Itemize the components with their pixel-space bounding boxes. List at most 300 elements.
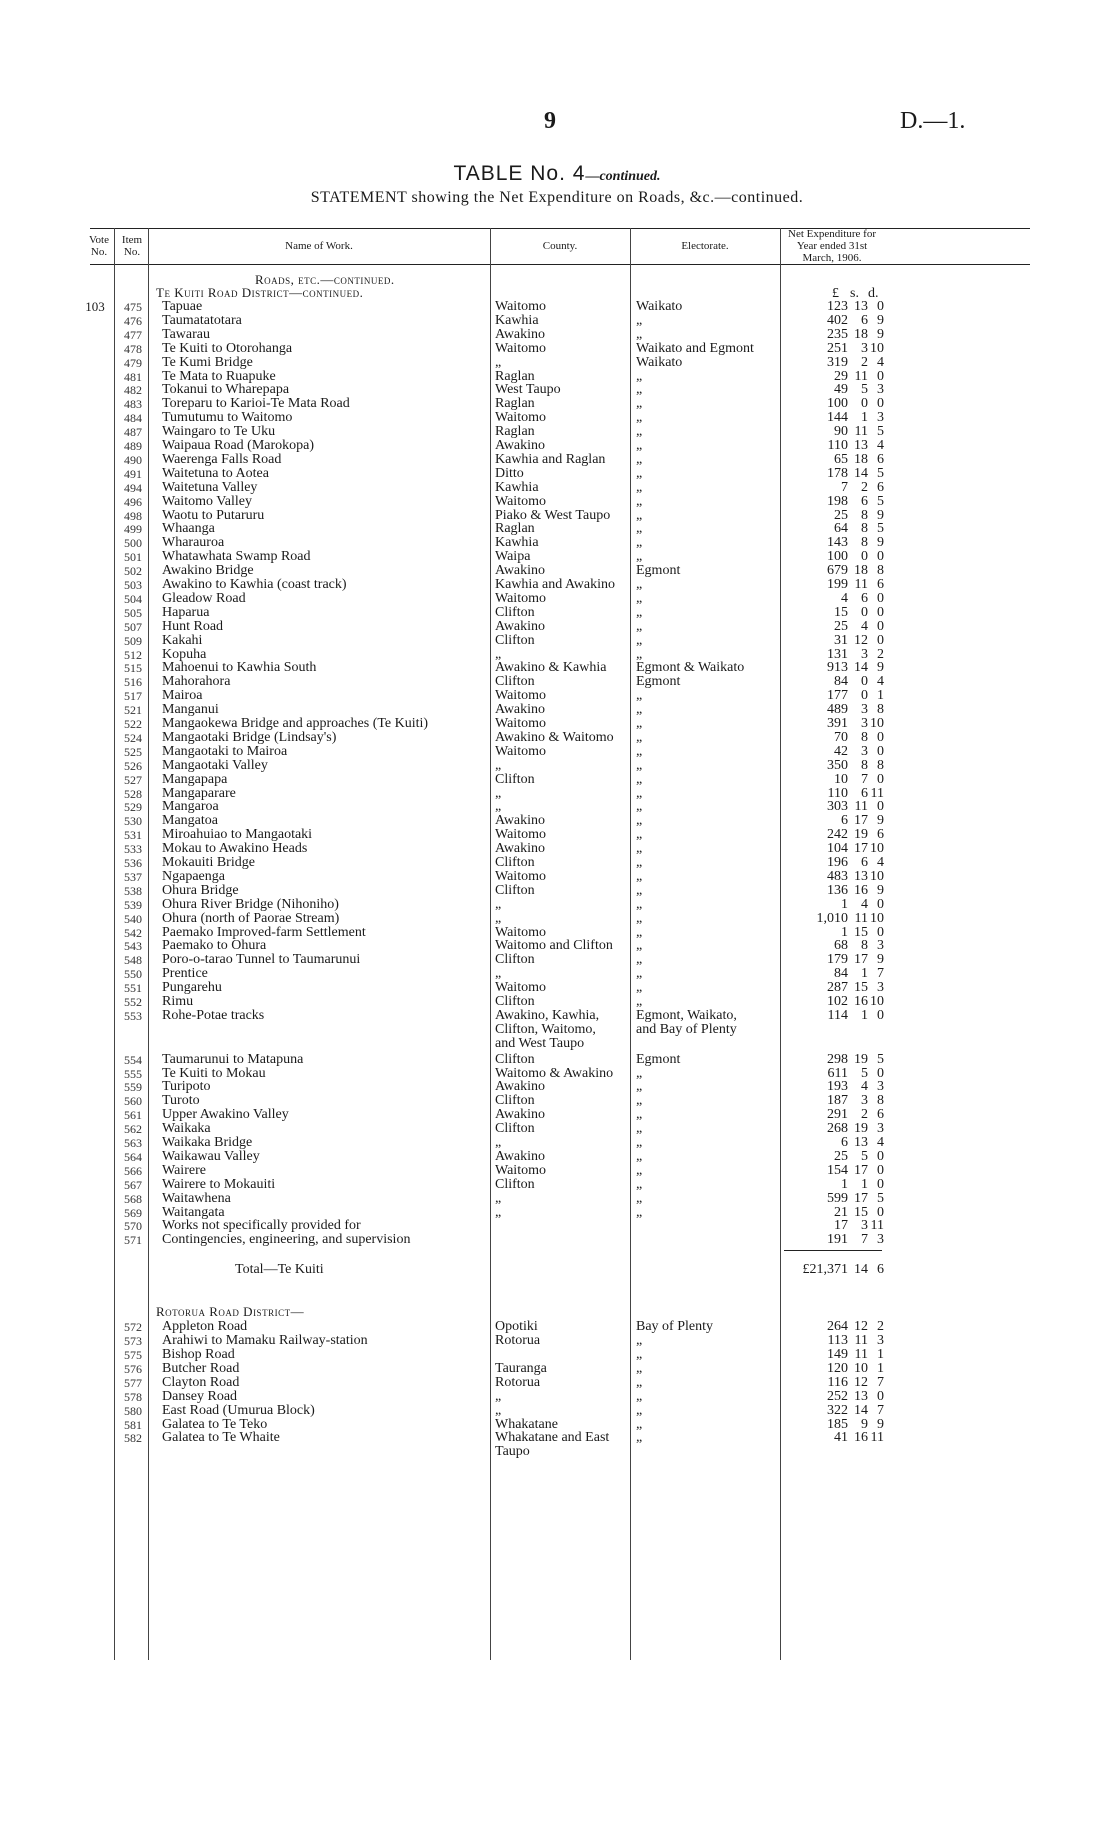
- item-no: 482: [124, 383, 142, 398]
- electorate: „: [636, 994, 643, 1009]
- item-no: 477: [124, 327, 142, 342]
- work-name: Tumutumu to Waitomo: [162, 410, 293, 426]
- county: Clifton: [495, 1051, 535, 1067]
- item-no: 542: [124, 925, 142, 940]
- amount-pence: 5: [877, 521, 884, 537]
- amount-shillings: 17: [854, 813, 868, 829]
- amount-shillings: 4: [861, 896, 868, 912]
- amount-shillings: 7: [861, 771, 868, 787]
- amount-pounds: 123: [827, 299, 848, 314]
- item-no: 553: [124, 1008, 142, 1023]
- amount-pounds: 7: [841, 479, 848, 495]
- amount-pounds: 29: [834, 368, 848, 384]
- amount-pounds: 242: [827, 827, 848, 843]
- county: Clifton: [495, 882, 535, 898]
- item-no: 554: [124, 1052, 142, 1067]
- county: Waitomo: [495, 688, 546, 704]
- amount-pounds: 68: [834, 938, 848, 954]
- electorate: „: [636, 312, 643, 328]
- electorate: „: [636, 1347, 643, 1362]
- amount-pounds: 21: [834, 1204, 848, 1220]
- item-no: 528: [124, 786, 142, 801]
- amount-pence: 8: [877, 1093, 884, 1109]
- work-name: Mangaotaki Valley: [162, 757, 268, 773]
- item-no: 548: [124, 953, 142, 968]
- amount-pence: 4: [877, 855, 884, 870]
- county-line: and West Taupo: [495, 1035, 585, 1051]
- amount-shillings: 18: [854, 326, 868, 342]
- amount-pence: 2: [877, 1319, 884, 1335]
- amount-shillings: 14: [854, 1262, 868, 1278]
- work-name: Waikawau Valley: [162, 1148, 260, 1164]
- amount-pounds: 49: [834, 382, 848, 398]
- electorate: „: [636, 1121, 643, 1137]
- amount-pounds: 177: [827, 688, 848, 704]
- amount-pence: 9: [877, 952, 884, 968]
- amount-pounds: 70: [834, 729, 848, 745]
- item-no: 516: [124, 675, 142, 690]
- electorate: „: [636, 743, 643, 759]
- work-name: Te Mata to Ruapuke: [162, 368, 276, 384]
- work-name: Mokau to Awakino Heads: [162, 841, 308, 857]
- item-no: 502: [124, 564, 142, 579]
- county: „: [495, 646, 502, 662]
- item-no: 562: [124, 1122, 142, 1137]
- item-no: 568: [124, 1191, 142, 1206]
- item-no: 573: [124, 1334, 142, 1349]
- electorate: „: [636, 1065, 643, 1081]
- amount-shillings: 12: [854, 1374, 868, 1390]
- county: Waitomo: [495, 1162, 546, 1178]
- electorate: „: [636, 1360, 643, 1376]
- electorate: „: [636, 841, 643, 857]
- amount-pence: 0: [877, 1176, 884, 1192]
- amount-shillings: 8: [861, 535, 868, 551]
- page-number: 9: [544, 108, 556, 134]
- amount-shillings: 3: [861, 1093, 868, 1109]
- district-heading-te-kuiti: Te Kuiti Road District—continued.: [156, 285, 364, 300]
- county: „: [495, 966, 502, 982]
- amount-shillings: 13: [854, 868, 868, 884]
- item-no: 529: [124, 800, 142, 815]
- amount-shillings: 1: [861, 966, 868, 982]
- item-no: 575: [124, 1348, 142, 1362]
- county: Awakino & Waitomo: [495, 729, 614, 745]
- amount-shillings: 3: [861, 340, 868, 356]
- work-name: Contingencies, engineering, and supervision: [162, 1232, 411, 1248]
- electorate: „: [636, 1402, 643, 1418]
- work-name: Ohura (north of Paorae Stream): [162, 910, 340, 926]
- item-no: 578: [124, 1389, 142, 1404]
- electorate: „: [636, 1093, 643, 1109]
- amount-pounds: 102: [827, 994, 848, 1009]
- amount-pounds: 25: [834, 1148, 848, 1164]
- item-no: 539: [124, 897, 142, 912]
- amount-shillings: 11: [854, 1333, 868, 1349]
- electorate: „: [636, 1333, 643, 1349]
- vote-no: 103: [85, 299, 105, 314]
- work-name: Mangaotaki to Mairoa: [162, 743, 288, 759]
- amount-shillings: 0: [861, 549, 868, 565]
- amount-shillings: 6: [861, 493, 868, 509]
- county: „: [495, 1135, 502, 1150]
- item-no: 490: [124, 452, 142, 467]
- amount-pence: 0: [877, 299, 884, 314]
- amount-pence: 0: [877, 799, 884, 815]
- amount-pence: 6: [877, 451, 884, 467]
- amount-pounds: 298: [827, 1051, 848, 1067]
- electorate: Egmont & Waikato: [636, 660, 745, 676]
- electorate: „: [636, 1148, 643, 1164]
- work-name: Appleton Road: [162, 1319, 248, 1335]
- table-row: [90, 1232, 1030, 1248]
- county: Awakino: [495, 618, 546, 634]
- amount-pence: 11: [870, 1218, 884, 1234]
- item-no: 536: [124, 856, 142, 870]
- county: Waitomo & Awakino: [495, 1065, 614, 1081]
- county: Waitomo: [495, 590, 546, 606]
- electorate: „: [636, 1204, 643, 1220]
- amount-pence: 8: [877, 563, 884, 579]
- county: Rotorua: [495, 1333, 541, 1349]
- work-name: Turoto: [162, 1093, 200, 1109]
- amount-pence: 7: [877, 966, 884, 982]
- work-name: Galatea to Te Teko: [162, 1416, 268, 1432]
- county-line: Awakino, Kawhia,: [495, 1007, 600, 1023]
- work-name: Gleadow Road: [162, 590, 246, 606]
- amount-pence: 9: [877, 1416, 884, 1432]
- electorate: „: [636, 910, 643, 926]
- electorate: „: [636, 799, 643, 815]
- header-vote-no: Vote No.: [89, 234, 109, 258]
- amount-shillings: 14: [854, 660, 868, 676]
- county: „: [495, 799, 502, 815]
- electorate: „: [636, 966, 643, 982]
- work-name: Taumatatotara: [162, 312, 242, 328]
- county: Waitomo: [495, 827, 546, 843]
- county: Waitomo: [495, 340, 546, 356]
- amount-pounds: 64: [834, 521, 848, 537]
- item-no: 537: [124, 869, 142, 884]
- amount-pounds: 611: [827, 1065, 848, 1081]
- header-county: County.: [542, 240, 578, 252]
- item-no: 526: [124, 758, 142, 773]
- amount-pence: 7: [877, 1374, 884, 1390]
- work-name: Tapuae: [162, 299, 203, 314]
- amount-pence: 9: [877, 507, 884, 523]
- county: Clifton: [495, 632, 535, 648]
- electorate: „: [636, 479, 643, 495]
- amount-pounds: 264: [827, 1319, 848, 1335]
- item-no: 484: [124, 411, 142, 426]
- amount-pence: 6: [877, 1262, 884, 1278]
- amount-pence: 10: [870, 340, 884, 356]
- county: Opotiki: [495, 1319, 538, 1335]
- work-name: Rimu: [162, 994, 194, 1009]
- work-name: Mokauiti Bridge: [162, 855, 255, 870]
- item-no: 555: [124, 1066, 142, 1081]
- electorate: Waikato: [636, 354, 683, 370]
- electorate-line: and Bay of Plenty: [636, 1021, 737, 1037]
- electorate: „: [636, 771, 643, 787]
- amount-shillings: 12: [854, 1319, 868, 1335]
- amount-pence: 4: [877, 674, 884, 690]
- amount-pounds: 913: [827, 660, 848, 676]
- item-no: 530: [124, 814, 142, 829]
- county: „: [495, 910, 502, 926]
- amount-pence: 8: [877, 757, 884, 773]
- amount-pence: 9: [877, 660, 884, 676]
- county: Clifton: [495, 771, 535, 787]
- item-no: 570: [124, 1219, 142, 1234]
- work-name: Mangaotaki Bridge (Lindsay's): [162, 729, 337, 745]
- amount-pence: 8: [877, 702, 884, 718]
- county: Awakino: [495, 841, 546, 857]
- amount-pounds: 25: [834, 618, 848, 634]
- item-no: 581: [124, 1417, 142, 1432]
- work-name: Wairere to Mokauiti: [162, 1176, 276, 1192]
- amount-pounds: 10: [834, 771, 848, 787]
- amount-shillings: 15: [854, 980, 868, 996]
- table-title-continued: —continued.: [585, 169, 661, 184]
- amount-pounds: 199: [827, 577, 848, 592]
- electorate: „: [636, 882, 643, 898]
- amount-pounds: 136: [827, 882, 848, 898]
- county: „: [495, 757, 502, 773]
- county: Waipa: [495, 549, 531, 565]
- work-name: Te Kuiti to Mokau: [162, 1065, 266, 1081]
- electorate: „: [636, 507, 643, 523]
- item-no: 505: [124, 605, 142, 620]
- item-no: 540: [124, 911, 142, 926]
- amount-pence: 3: [877, 1232, 884, 1248]
- county: „: [495, 1388, 502, 1404]
- county: Kawhia and Raglan: [495, 451, 606, 467]
- amount-shillings: 3: [861, 646, 868, 662]
- electorate: „: [636, 729, 643, 745]
- amount-shillings: 11: [854, 1347, 868, 1362]
- amount-shillings: 2: [861, 479, 868, 495]
- amount-shillings: 17: [854, 1190, 868, 1206]
- item-no: 498: [124, 508, 142, 523]
- amount-shillings: 5: [861, 1148, 868, 1164]
- county: Waitomo and Clifton: [495, 938, 613, 954]
- electorate: „: [636, 1079, 643, 1095]
- amount-shillings: 16: [854, 994, 868, 1009]
- amount-pounds: 90: [834, 424, 848, 440]
- work-name: Hunt Road: [162, 618, 224, 634]
- electorate-line: Egmont, Waikato,: [636, 1007, 737, 1023]
- work-name: Mairoa: [162, 688, 203, 704]
- electorate: „: [636, 757, 643, 773]
- amount-pounds: 1,010: [816, 910, 848, 926]
- electorate: „: [636, 535, 643, 551]
- electorate: „: [636, 410, 643, 426]
- amount-pence: 3: [877, 1333, 884, 1349]
- item-no: 483: [124, 397, 142, 412]
- amount-pence: 9: [877, 882, 884, 898]
- electorate: „: [636, 396, 643, 412]
- electorate: „: [636, 521, 643, 537]
- total-label: Total—Te Kuiti: [235, 1262, 324, 1278]
- amount-shillings: 19: [854, 827, 868, 843]
- amount-pounds: 235: [827, 326, 848, 342]
- amount-shillings: 8: [861, 507, 868, 523]
- amount-shillings: 6: [861, 785, 868, 801]
- county: Whakatane: [495, 1416, 558, 1432]
- amount-pence: 0: [877, 729, 884, 745]
- shillings-symbol: s.: [850, 286, 859, 301]
- amount-pence: 3: [877, 410, 884, 426]
- electorate: „: [636, 924, 643, 940]
- amount-shillings: 19: [854, 1051, 868, 1067]
- amount-pence: 9: [877, 326, 884, 342]
- county: Waitomo: [495, 743, 546, 759]
- amount-shillings: 6: [861, 855, 868, 870]
- amount-pounds: 17: [834, 1218, 848, 1234]
- electorate: „: [636, 424, 643, 440]
- item-no: 479: [124, 355, 142, 370]
- electorate: Bay of Plenty: [636, 1319, 713, 1335]
- amount-shillings: 14: [854, 465, 868, 481]
- work-name: Te Kumi Bridge: [162, 354, 253, 370]
- work-name: Mangaokewa Bridge and approaches (Te Kuiti): [162, 716, 429, 731]
- amount-shillings: 17: [854, 952, 868, 968]
- work-name: Waitetuna to Aotea: [162, 465, 269, 481]
- item-no: 494: [124, 480, 142, 495]
- item-no: 552: [124, 995, 142, 1009]
- county: Raglan: [495, 396, 535, 412]
- amount-pence: 0: [877, 632, 884, 648]
- amount-pence: 1: [877, 688, 884, 704]
- county: Ditto: [495, 465, 524, 481]
- electorate: „: [636, 1388, 643, 1404]
- amount-pence: 3: [877, 980, 884, 996]
- amount-pence: 0: [877, 618, 884, 634]
- amount-pence: 5: [877, 424, 884, 440]
- item-no: 521: [124, 703, 142, 718]
- amount-pounds: 15: [834, 604, 848, 620]
- work-name: Mahoenui to Kawhia South: [162, 660, 317, 676]
- amount-shillings: 11: [854, 799, 868, 815]
- amount-pounds: 252: [827, 1388, 848, 1404]
- work-name: Waikaka: [162, 1121, 211, 1137]
- amount-pence: 0: [877, 396, 884, 412]
- amount-shillings: 8: [861, 521, 868, 537]
- work-name: Kakahi: [162, 632, 203, 648]
- header-electorate: Electorate.: [681, 240, 729, 252]
- amount-pounds: 489: [827, 702, 848, 718]
- item-no: 571: [124, 1233, 142, 1248]
- work-name: Manganui: [162, 702, 219, 718]
- work-name: Taumarunui to Matapuna: [162, 1051, 304, 1067]
- item-no: 566: [124, 1163, 142, 1178]
- amount-pence: 6: [877, 827, 884, 843]
- item-no: 572: [124, 1320, 142, 1335]
- work-name: Te Kuiti to Otorohanga: [162, 340, 293, 356]
- county: Awakino: [495, 1079, 546, 1095]
- table-top-rule: [90, 228, 1030, 229]
- amount-pence: 0: [877, 549, 884, 565]
- amount-shillings: 11: [854, 577, 868, 592]
- county: „: [495, 1190, 502, 1206]
- electorate: „: [636, 813, 643, 829]
- county: Clifton: [495, 604, 535, 620]
- amount-shillings: 6: [861, 590, 868, 606]
- county: Rotorua: [495, 1374, 541, 1390]
- item-no: 496: [124, 494, 142, 509]
- amount-shillings: 18: [854, 563, 868, 579]
- work-name: Rohe-Potae tracks: [162, 1007, 265, 1023]
- amount-shillings: 11: [854, 910, 868, 926]
- work-name: Waikaka Bridge: [162, 1135, 253, 1150]
- amount-shillings: 4: [861, 1079, 868, 1095]
- amount-pence: 0: [877, 1388, 884, 1404]
- item-no: 580: [124, 1403, 142, 1418]
- county: Awakino: [495, 326, 546, 342]
- county: Awakino: [495, 563, 546, 579]
- electorate: „: [636, 326, 643, 342]
- amount-pence: 11: [870, 1430, 884, 1446]
- electorate: „: [636, 1162, 643, 1178]
- amount-pence: 0: [877, 743, 884, 759]
- county: Waitomo: [495, 299, 546, 314]
- item-no: 500: [124, 536, 142, 551]
- amount-shillings: 13: [854, 1388, 868, 1404]
- item-no: 543: [124, 939, 142, 954]
- amount-shillings: 3: [861, 702, 868, 718]
- amount-pence: 10: [870, 868, 884, 884]
- county: Raglan: [495, 424, 535, 440]
- electorate: „: [636, 451, 643, 467]
- county: „: [495, 1402, 502, 1418]
- item-no: 507: [124, 619, 142, 634]
- electorate: „: [636, 980, 643, 996]
- electorate: „: [636, 896, 643, 912]
- amount-pounds: 251: [827, 340, 848, 356]
- amount-pounds: 6: [841, 813, 848, 829]
- item-no: 527: [124, 772, 142, 787]
- amount-shillings: 13: [854, 438, 868, 453]
- county: Clifton: [495, 1121, 535, 1137]
- amount-pence: 5: [877, 1190, 884, 1206]
- electorate: „: [636, 1176, 643, 1192]
- amount-shillings: 8: [861, 938, 868, 954]
- work-name: Miroahuiao to Mangaotaki: [162, 827, 313, 843]
- table-row: [90, 1430, 1030, 1460]
- amount-pence: 5: [877, 493, 884, 509]
- work-name: Awakino Bridge: [162, 563, 254, 579]
- work-name: Pungarehu: [162, 980, 222, 996]
- amount-shillings: 3: [861, 743, 868, 759]
- amount-pounds: 178: [827, 465, 848, 481]
- item-no: 550: [124, 967, 142, 982]
- county: Waitomo: [495, 493, 546, 509]
- electorate: Egmont: [636, 563, 681, 579]
- amount-pence: 9: [877, 813, 884, 829]
- amount-shillings: 12: [854, 632, 868, 648]
- amount-pounds: 65: [834, 451, 848, 467]
- amount-shillings: 3: [861, 716, 868, 731]
- work-name: Wairere: [162, 1162, 206, 1178]
- county: West Taupo: [495, 382, 561, 398]
- electorate: „: [636, 549, 643, 565]
- amount-pounds: 319: [827, 354, 848, 370]
- amount-pence: 7: [877, 1402, 884, 1418]
- work-name: Butcher Road: [162, 1360, 240, 1376]
- amount-pounds: 679: [827, 563, 848, 579]
- amount-pence: 11: [870, 785, 884, 801]
